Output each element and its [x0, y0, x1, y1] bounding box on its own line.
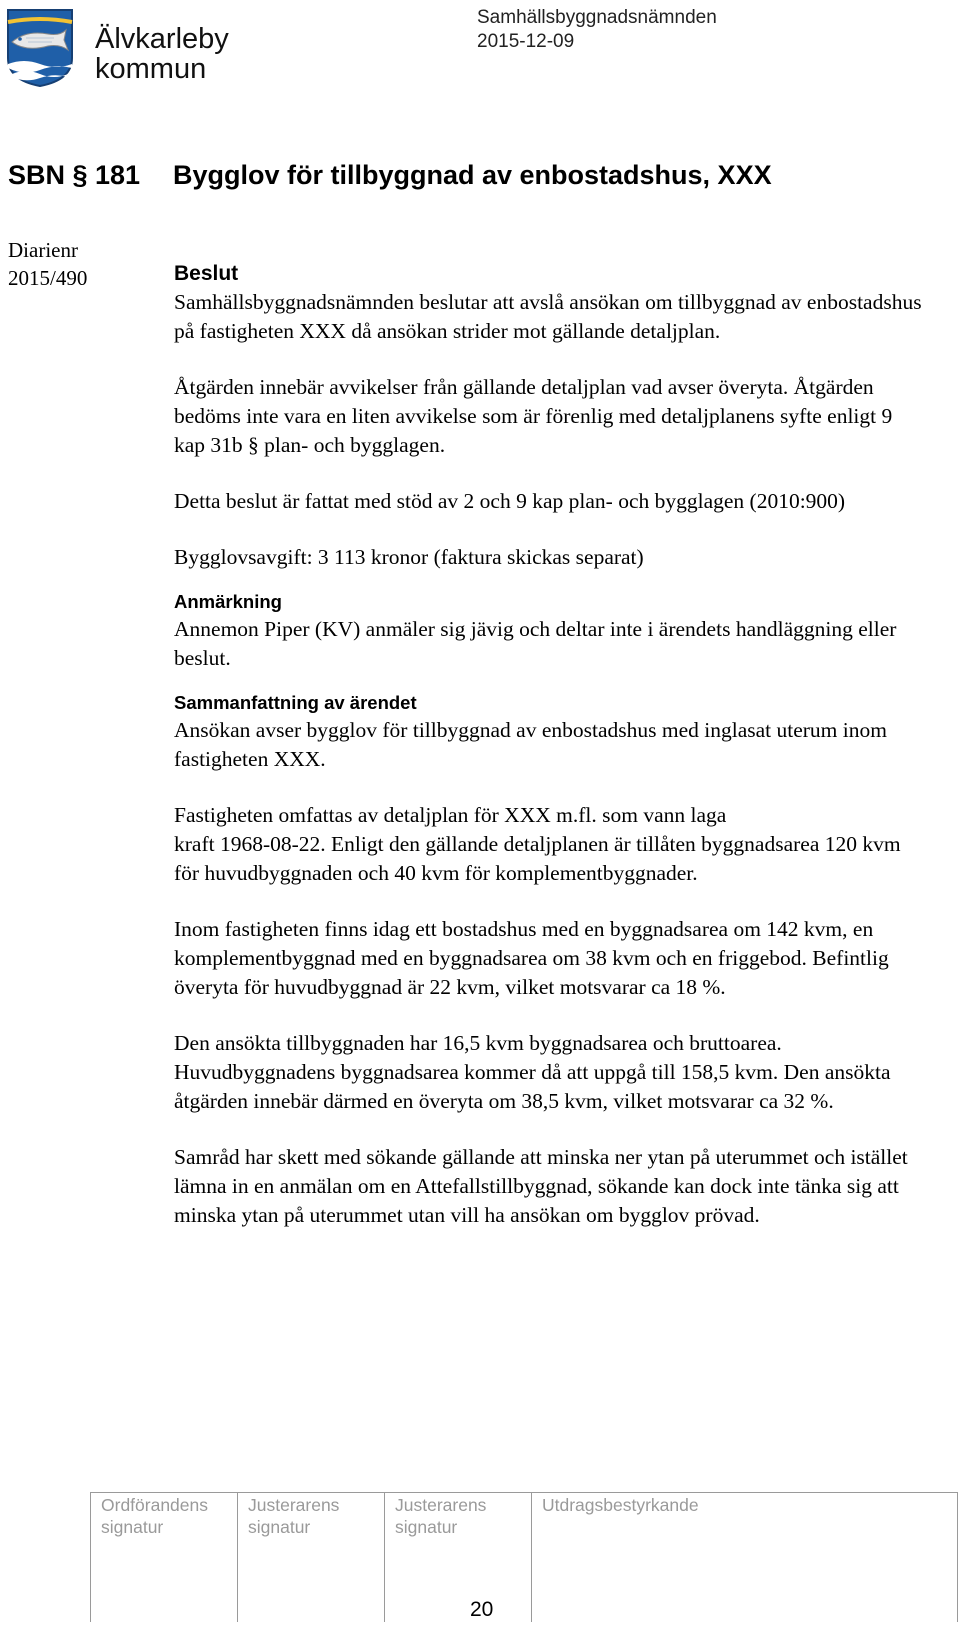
summary-paragraph: Ansökan avser bygglov för tillbyggnad av enbostadshus med inglasat uterum inom fastigheten XXX.: [174, 718, 887, 771]
case-number-block: [8, 236, 87, 292]
paragraph-title: Bygglov för tillbyggnad av enbostadshus, XXX: [173, 160, 772, 190]
summary-line: Fastigheten omfattas av detaljplan för XXX m.fl. som vann laga: [174, 803, 727, 827]
anmarkning-heading: Anmärkning: [174, 591, 282, 612]
signature-label: Utdragsbestyrkande: [542, 1495, 699, 1515]
summary-line: kraft 1968-08-22. Enligt den gällande detaljplanen är tillåten byggnadsarea 120 kvm för huvudbyggnaden och 40 kvm för komplementbyggnader.: [174, 832, 901, 885]
beslut-paragraph: Detta beslut är fattat med stöd av 2 och 9 kap plan- och bygglagen (2010:900): [174, 489, 846, 513]
diarienr-value: 2015/490: [8, 266, 88, 290]
municipality-suffix: kommun: [95, 53, 207, 85]
signature-cell-adjuster-1: [237, 1492, 385, 1622]
signature-cell-adjuster-2: [384, 1492, 532, 1622]
meeting-info: [477, 6, 717, 54]
signature-label: Ordförandens signatur: [101, 1495, 209, 1537]
signature-cell-certification: [531, 1492, 958, 1622]
document-body: [174, 259, 924, 1230]
municipality-wordmark: [95, 24, 229, 84]
signature-cell-chair: [90, 1492, 238, 1622]
fee-paragraph: Bygglovsavgift: 3 113 kronor (faktura skickas separat): [174, 545, 644, 569]
summary-paragraph: [174, 801, 924, 888]
beslut-paragraph: Samhällsbyggnadsnämnden beslutar att avslå ansökan om tillbyggnad av enbostadshus på fastigheten XXX då ansökan strider mot gällande detaljplan.: [174, 290, 922, 343]
anmarkning-paragraph: Annemon Piper (KV) anmäler sig jävig och deltar inte i ärendets handläggning eller beslut.: [174, 617, 897, 670]
signature-label: Justerarens signatur: [395, 1495, 487, 1537]
footer-right-border: [957, 1492, 958, 1622]
paragraph-number: SBN § 181: [8, 160, 141, 190]
beslut-heading: Beslut: [174, 262, 239, 285]
page-number: 20: [470, 1598, 494, 1621]
coat-of-arms-icon: [4, 6, 76, 88]
committee-name: Samhällsbyggnadsnämnden: [477, 7, 717, 28]
diarienr-label: Diarienr: [8, 238, 78, 262]
signature-footer: [90, 1492, 958, 1622]
sammanfattning-heading: Sammanfattning av ärendet: [174, 692, 417, 713]
page-title: [8, 158, 772, 192]
page-header: [0, 0, 960, 100]
summary-paragraph: Den ansökta tillbyggnaden har 16,5 kvm byggnadsarea och bruttoarea. Huvudbyggnadens byggnadsarea kommer då att uppgå till 158,5 kvm. Den ansökta åtgärden innebär därmed en överyta om 38,5 kvm, vilket motsvarar ca 32 %.: [174, 1031, 891, 1113]
summary-paragraph: Samråd har skett med sökande gällande att minska ner ytan på uterummet och istället lämna in en anmälan om en Attefallstillbyggnad, sökande kan dock inte tänka sig att minska ytan på uterummet utan vill ha ansökan om bygglov prövad.: [174, 1145, 908, 1227]
beslut-paragraph: Åtgärden innebär avvikelser från gällande detaljplan vad avser överyta. Åtgärden bedöms inte vara en liten avvikelse som är förenlig med detaljplanens syfte enligt 9 kap 31b § plan- och bygglagen.: [174, 375, 893, 457]
municipality-name: Älvkarleby: [95, 23, 229, 55]
meeting-date: 2015-12-09: [477, 31, 575, 52]
summary-paragraph: Inom fastigheten finns idag ett bostadshus med en byggnadsarea om 142 kvm, en komplementbyggnad med en byggnadsarea om 38 kvm och en friggebod. Befintlig överyta för huvudbyggnad är 22 kvm, vilket motsvarar ca 18 %.: [174, 917, 889, 999]
signature-label: Justerarens signatur: [248, 1495, 340, 1537]
